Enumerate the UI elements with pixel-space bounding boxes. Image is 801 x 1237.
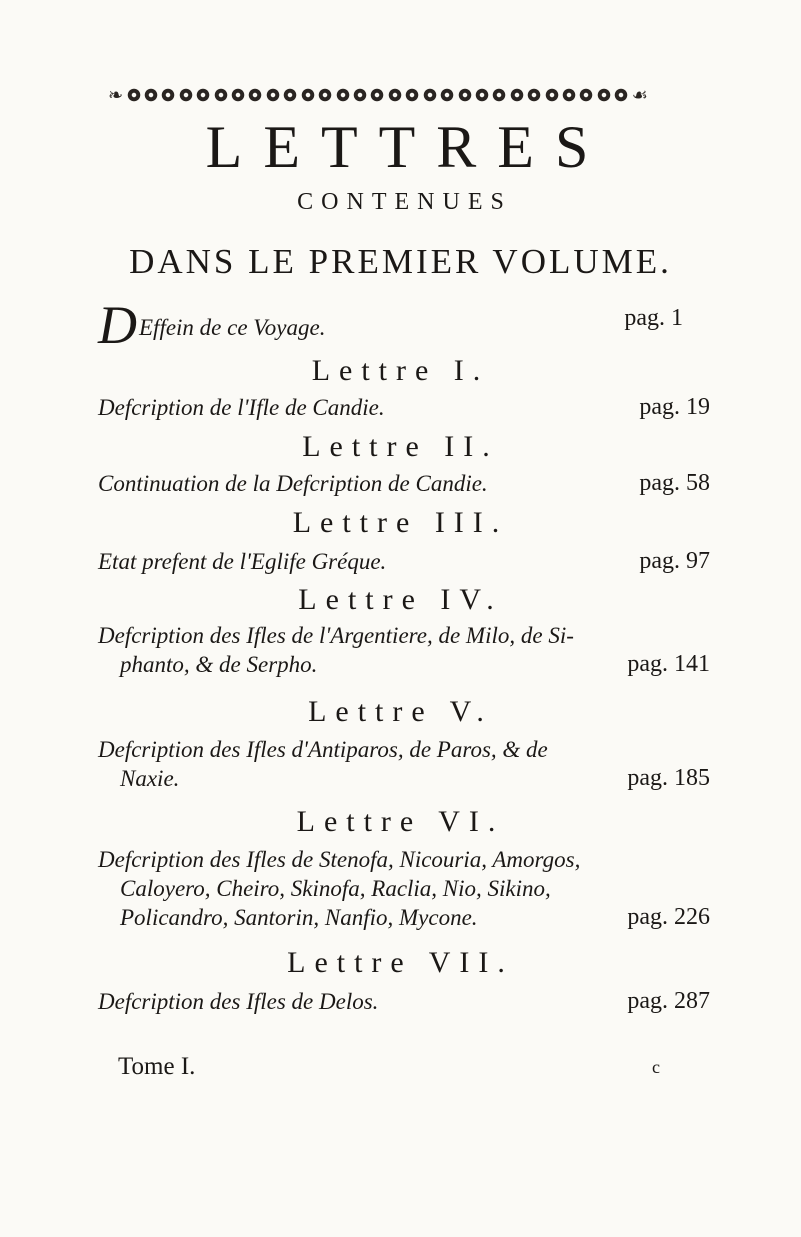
drop-cap: D: [98, 295, 137, 355]
ornament-icon: [179, 88, 193, 102]
description-text: Continuation de la Defcription de Candie.: [98, 471, 488, 496]
letter-heading: Lettre VII.: [287, 946, 514, 979]
ornament-icon: [423, 88, 437, 102]
description-text: phanto, & de Serpho.: [120, 652, 318, 677]
letter-page: pag. 141: [627, 651, 710, 677]
ornament-icon: [283, 88, 297, 102]
description-line: [98, 987, 710, 1016]
intro-text: Effein de ce Voyage.: [139, 315, 326, 340]
ornament-icon: [597, 88, 611, 102]
ornament-icon: [266, 88, 280, 102]
letter-page: pag. 19: [639, 394, 710, 420]
ornament-icon: [301, 88, 315, 102]
description-text: Defcription de l'Ifle de Candie.: [98, 395, 385, 420]
ornament-icon: [353, 88, 367, 102]
letter-description: [98, 469, 710, 498]
intro-page: pag. 1: [624, 305, 683, 331]
intro-entry: [98, 295, 683, 355]
ornament-right-end-icon: ☙: [631, 85, 648, 105]
description-text: Naxie.: [120, 766, 180, 791]
letter-heading: Lettre III.: [292, 506, 509, 539]
description-text: Policandro, Santorin, Nanfio, Mycone.: [120, 905, 478, 930]
ornament-icon: [127, 88, 141, 102]
letter-page: pag. 226: [627, 904, 710, 930]
description-line: [98, 621, 688, 650]
tome-label: Tome I.: [118, 1053, 196, 1080]
letter-description: [98, 845, 710, 932]
ornament-icon: [161, 88, 175, 102]
letter-description: [98, 735, 710, 793]
ornament-icon: [579, 88, 593, 102]
description-line: [98, 874, 688, 903]
ornament-icon: [388, 88, 402, 102]
description-text: Defcription des Ifles d'Antiparos, de Paros, & de: [98, 737, 548, 762]
description-line: [98, 845, 688, 874]
description-line: [98, 735, 688, 764]
letter-page: pag. 185: [627, 765, 710, 791]
description-line: [98, 650, 710, 679]
page-title: LETTRES: [205, 114, 610, 180]
letter-page: pag. 97: [639, 548, 710, 574]
ornament-left-end-icon: ❧: [108, 85, 124, 105]
letter-description: [98, 393, 710, 422]
description-text: Defcription des Ifles de Stenofa, Nicouria, Amorgos,: [98, 847, 581, 872]
description-text: Etat prefent de l'Eglife Gréque.: [98, 549, 387, 574]
ornament-icon: [318, 88, 332, 102]
ornament-icon: [440, 88, 454, 102]
ornament-icon: [214, 88, 228, 102]
description-text: Defcription des Ifles de Delos.: [98, 989, 379, 1014]
letter-description: [98, 621, 710, 679]
ornament-icon: [492, 88, 506, 102]
ornament-icon: [545, 88, 559, 102]
description-line: [98, 469, 710, 498]
ornament-icon: [510, 88, 524, 102]
ornament-icon: [370, 88, 384, 102]
letter-page: pag. 287: [627, 988, 710, 1014]
description-line: [98, 393, 710, 422]
ornament-icon: [248, 88, 262, 102]
description-text: Caloyero, Cheiro, Skinofa, Raclia, Nio, Sikino,: [120, 876, 551, 901]
description-line: [98, 764, 710, 793]
letter-description: [98, 547, 710, 576]
ornament-icon: [405, 88, 419, 102]
letter-heading: Lettre I.: [311, 354, 490, 387]
letter-heading: Lettre V.: [308, 695, 493, 728]
description-text: Defcription des Ifles de l'Argentiere, de Milo, de Si-: [98, 623, 574, 648]
ornament-icon: [196, 88, 210, 102]
ornament-icon: [527, 88, 541, 102]
letter-heading: Lettre II.: [302, 430, 499, 463]
letter-page: pag. 58: [639, 470, 710, 496]
page-subtitle: CONTENUES: [297, 189, 512, 215]
ornament-band: [108, 84, 648, 106]
letter-heading: Lettre VI.: [296, 805, 505, 838]
ornament-icon: [475, 88, 489, 102]
signature-mark: c: [652, 1057, 660, 1077]
description-line: [98, 903, 710, 932]
description-line: [98, 547, 710, 576]
ornament-icon: [144, 88, 158, 102]
ornament-icon: [231, 88, 245, 102]
letter-heading: Lettre IV.: [298, 583, 503, 616]
ornament-icon: [562, 88, 576, 102]
letter-description: [98, 987, 710, 1016]
ornament-icon: [336, 88, 350, 102]
volume-heading: DANS LE PREMIER VOLUME.: [129, 242, 672, 281]
ornament-icon: [458, 88, 472, 102]
ornament-icon: [614, 88, 628, 102]
